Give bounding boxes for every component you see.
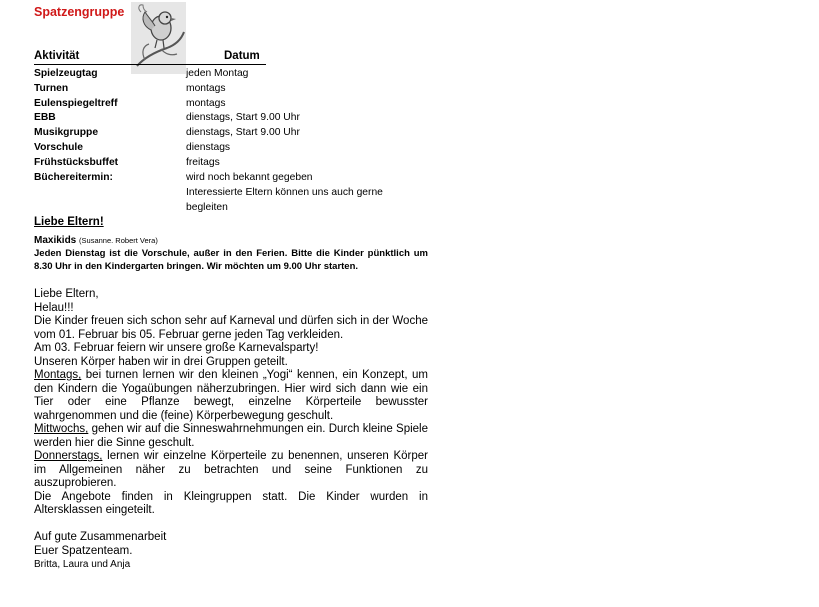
donnerstags-text: lernen wir einzelne Körperteile zu benennen, unseren Körper im Allgemeinen näher zu betrachten und seine Funktionen zu auszuprobieren. [34,450,428,489]
letter-closing: Euer Spatzenteam. [34,544,133,557]
letter-paragraph: Am 03. Februar feiern wir unsere große Karnevalsparty! [34,342,319,354]
day-label-mittwochs: Mittwochs, [34,423,89,435]
preschool-notice: Jeden Dienstag ist die Vorschule, außer in den Ferien. Bitte die Kinder pünktlich um 8.30 Uhr in den Kindergarten bringen. Wir möchten um 9.00 Uhr starten. [34,248,428,272]
letter-body [34,288,428,572]
page-title: Spatzengruppe [34,5,125,19]
letter-paragraph-mittwochs [34,423,428,450]
activity-cell: Turnen [34,83,69,94]
column-header-date: Datum [224,50,260,62]
date-cell-continuation: begleiten [186,202,228,213]
letter-paragraph-donnerstags [34,450,428,491]
day-label-montags: Montags, [34,369,82,381]
activity-cell: Musikgruppe [34,127,99,138]
date-cell: wird noch bekannt gegeben [186,172,313,183]
letter-paragraph: Die Angebote finden in Kleingruppen statt. Die Kinder wurden in Altersklassen eingeteilt. [34,490,428,516]
letter-paragraph: Die Kinder freuen sich schon sehr auf Karneval und dürfen sich in der Woche vom 01. Februar bis 05. Februar gerne jeden Tag verkleiden. [34,315,428,341]
column-header-activity: Aktivität [34,50,80,62]
letter-greeting: Liebe Eltern, [34,288,99,300]
montags-text: bei turnen lernen wir den kleinen „Yogi“ kennen, ein Konzept, um den Kindern die Yogaübungen näherzubringen. Hier wird sich dann wie ein Tier oder eine Pflanze bewegt, einzelne Körperteile bewusster wahrgenommen und die (feine) Körperbewegung geschult. [34,369,428,422]
date-cell: montags [186,98,226,109]
spacer [34,518,428,532]
date-cell: dienstags, Start 9.00 Uhr [186,127,300,138]
letter-helau: Helau!!! [34,301,74,314]
date-cell-continuation: Interessierte Eltern können uns auch gerne [186,187,383,198]
letter-paragraph: Unseren Körper haben wir in drei Gruppen geteilt. [34,355,288,368]
date-cell: dienstags [186,142,231,153]
maxikids-line [34,235,158,246]
maxikids-names: (Susanne. Robert Vera) [79,236,158,245]
day-label-donnerstags: Donnerstags, [34,450,103,462]
date-cell: dienstags, Start 9.00 Uhr [186,112,300,123]
activity-cell: EBB [34,112,56,123]
activity-cell: Eulenspiegeltreff [34,98,118,109]
letter-paragraph-montags [34,369,428,423]
letter-closing: Auf gute Zusammenarbeit [34,531,167,543]
activity-table-header [34,50,266,65]
activity-cell: Frühstücksbuffet [34,157,119,168]
letter-signature: Britta, Laura und Anja [34,559,131,570]
section-heading: Liebe Eltern! [34,216,104,228]
mittwochs-text: gehen wir auf die Sinneswahrnehmungen ein. Durch kleine Spiele werden hier die Sinne geschult. [34,423,428,449]
date-cell: freitags [186,157,220,168]
maxikids-label: Maxikids [34,235,77,246]
date-cell: montags [186,83,226,94]
date-cell: jeden Montag [186,68,249,79]
activity-cell: Büchereitermin: [34,172,113,183]
activity-cell: Spielzeugtag [34,68,98,79]
activity-cell: Vorschule [34,142,84,153]
